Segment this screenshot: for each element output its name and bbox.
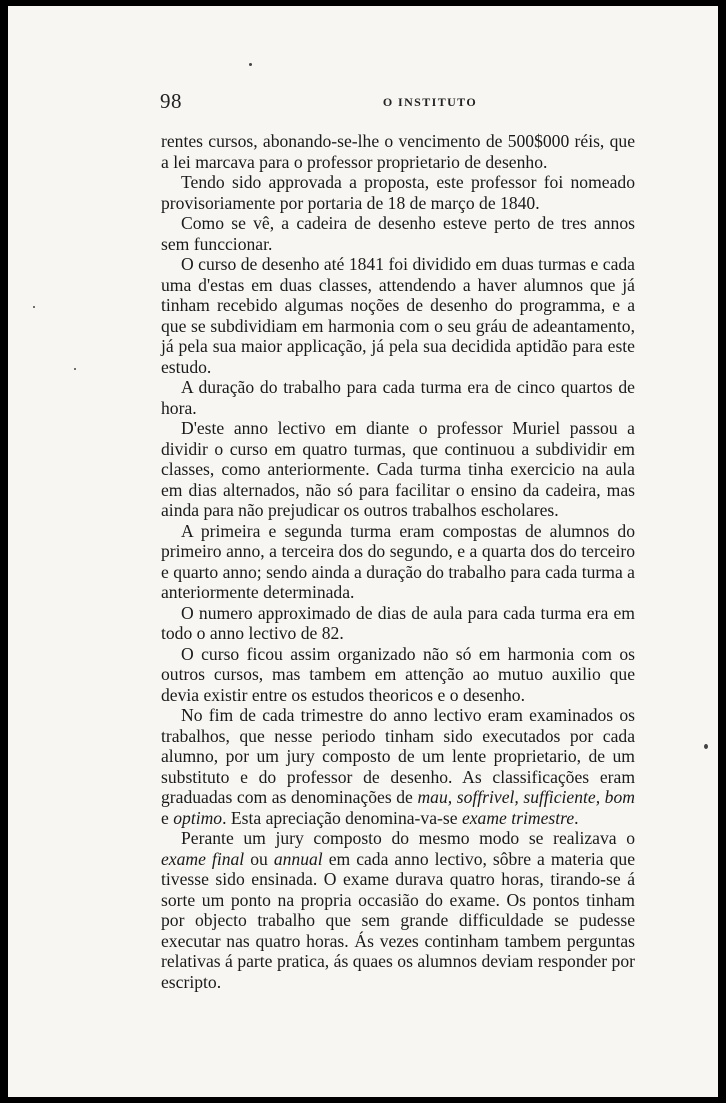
text-run: . <box>574 807 579 828</box>
text-run: Perante um jury composto do mesmo modo se realizava o <box>181 828 635 848</box>
body-text <box>161 131 635 992</box>
text-run: ou <box>244 848 274 869</box>
paragraph <box>161 131 635 172</box>
paragraph <box>161 254 635 377</box>
paragraph <box>161 828 635 992</box>
page-number: 98 <box>160 89 182 113</box>
paper-speck <box>249 63 252 66</box>
text-run: A primeira e segunda turma eram compostas de alumnos do primeiro anno, a terceira dos do segundo, e a quarta dos do terceiro e quarto anno; sendo ainda a duração do trabalho para cada turma a anteriormente determinada. <box>161 520 635 602</box>
text-run: . Esta apreciação denomina-va-se <box>222 807 462 828</box>
paper-speck <box>74 368 76 370</box>
text-run: Tendo sido approvada a proposta, este professor foi nomeado provisoriamente por portaria de 18 de março de 1840. <box>161 172 635 213</box>
journal-title: O INSTITUTO <box>382 95 478 109</box>
text-run: O numero approximado de dias de aula para cada turma era em todo o anno lectivo de 82. <box>161 602 635 643</box>
italic-term: annual <box>273 848 323 869</box>
italic-term: optimo <box>173 807 223 828</box>
paragraph <box>161 521 635 603</box>
paragraph <box>161 644 635 706</box>
running-head <box>160 89 630 117</box>
text-run: e <box>161 807 174 828</box>
text-run: No fim de cada trimestre do anno lectivo eram examinados os trabalhos, que nesse periodo tinham sido executados por cada alumno, por um jury composto de um lente proprietario, de um substituto e do professor de desenho. As classificações eram graduadas com as denominações de <box>161 705 635 807</box>
text-run: rentes cursos, abonando-se-lhe o vencimento de 500$000 réis, que a lei marcava para o professor proprietario de desenho. <box>161 131 635 172</box>
italic-term: exame final <box>161 848 245 869</box>
paragraph <box>161 418 635 521</box>
text-run: O curso de desenho até 1841 foi dividido em duas turmas e cada uma d'estas em duas classes, attendendo a haver alumnos que já tinham recebido algumas noções de desenho do programma, e a que se subdividiam em harmonia com o seu gráu de adeantamento, já pela sua maior applicação, já pela sua decidida aptidão para este estudo. <box>161 254 635 377</box>
paragraph <box>161 705 635 828</box>
paragraph <box>161 603 635 644</box>
text-run: D'este anno lectivo em diante o professor Muriel passou a dividir o curso em quatro turmas, que continuou a subdividir em classes, como anteriormente. Cada turma tinha exercicio na aula em dias alternados, não só para facilitar o ensino da cadeira, mas ainda para não prejudicar os outros trabalhos escholares. <box>161 418 635 520</box>
text-run: Como se vê, a cadeira de desenho esteve perto de tres annos sem funccionar. <box>161 213 635 254</box>
paper-speck <box>33 306 35 308</box>
text-run: em cada anno lectivo, sôbre a materia que tivesse sido ensinada. O exame durava quatro horas, tirando-se á sorte um ponto na propria occasião do exame. Os pontos tinham por objecto trabalho que sem grande difficuldade se pudesse executar nas quatro horas. Ás vezes continham tambem perguntas relativas á parte pratica, ás quaes os alumnos deviam responder por escripto. <box>161 848 635 992</box>
text-run: A duração do trabalho para cada turma era de cinco quartos de hora. <box>161 377 635 418</box>
italic-term: exame trimestre <box>461 807 575 828</box>
italic-term: mau, soffrivel, sufficiente, bom <box>417 787 635 807</box>
book-page <box>8 6 718 1097</box>
paragraph <box>161 213 635 254</box>
paper-speck <box>704 744 708 749</box>
paragraph <box>161 377 635 418</box>
paragraph <box>161 172 635 213</box>
text-run: O curso ficou assim organizado não só em harmonia com os outros cursos, mas tambem em attenção ao mutuo auxilio que devia existir entre os estudos theoricos e o desenho. <box>161 643 635 705</box>
